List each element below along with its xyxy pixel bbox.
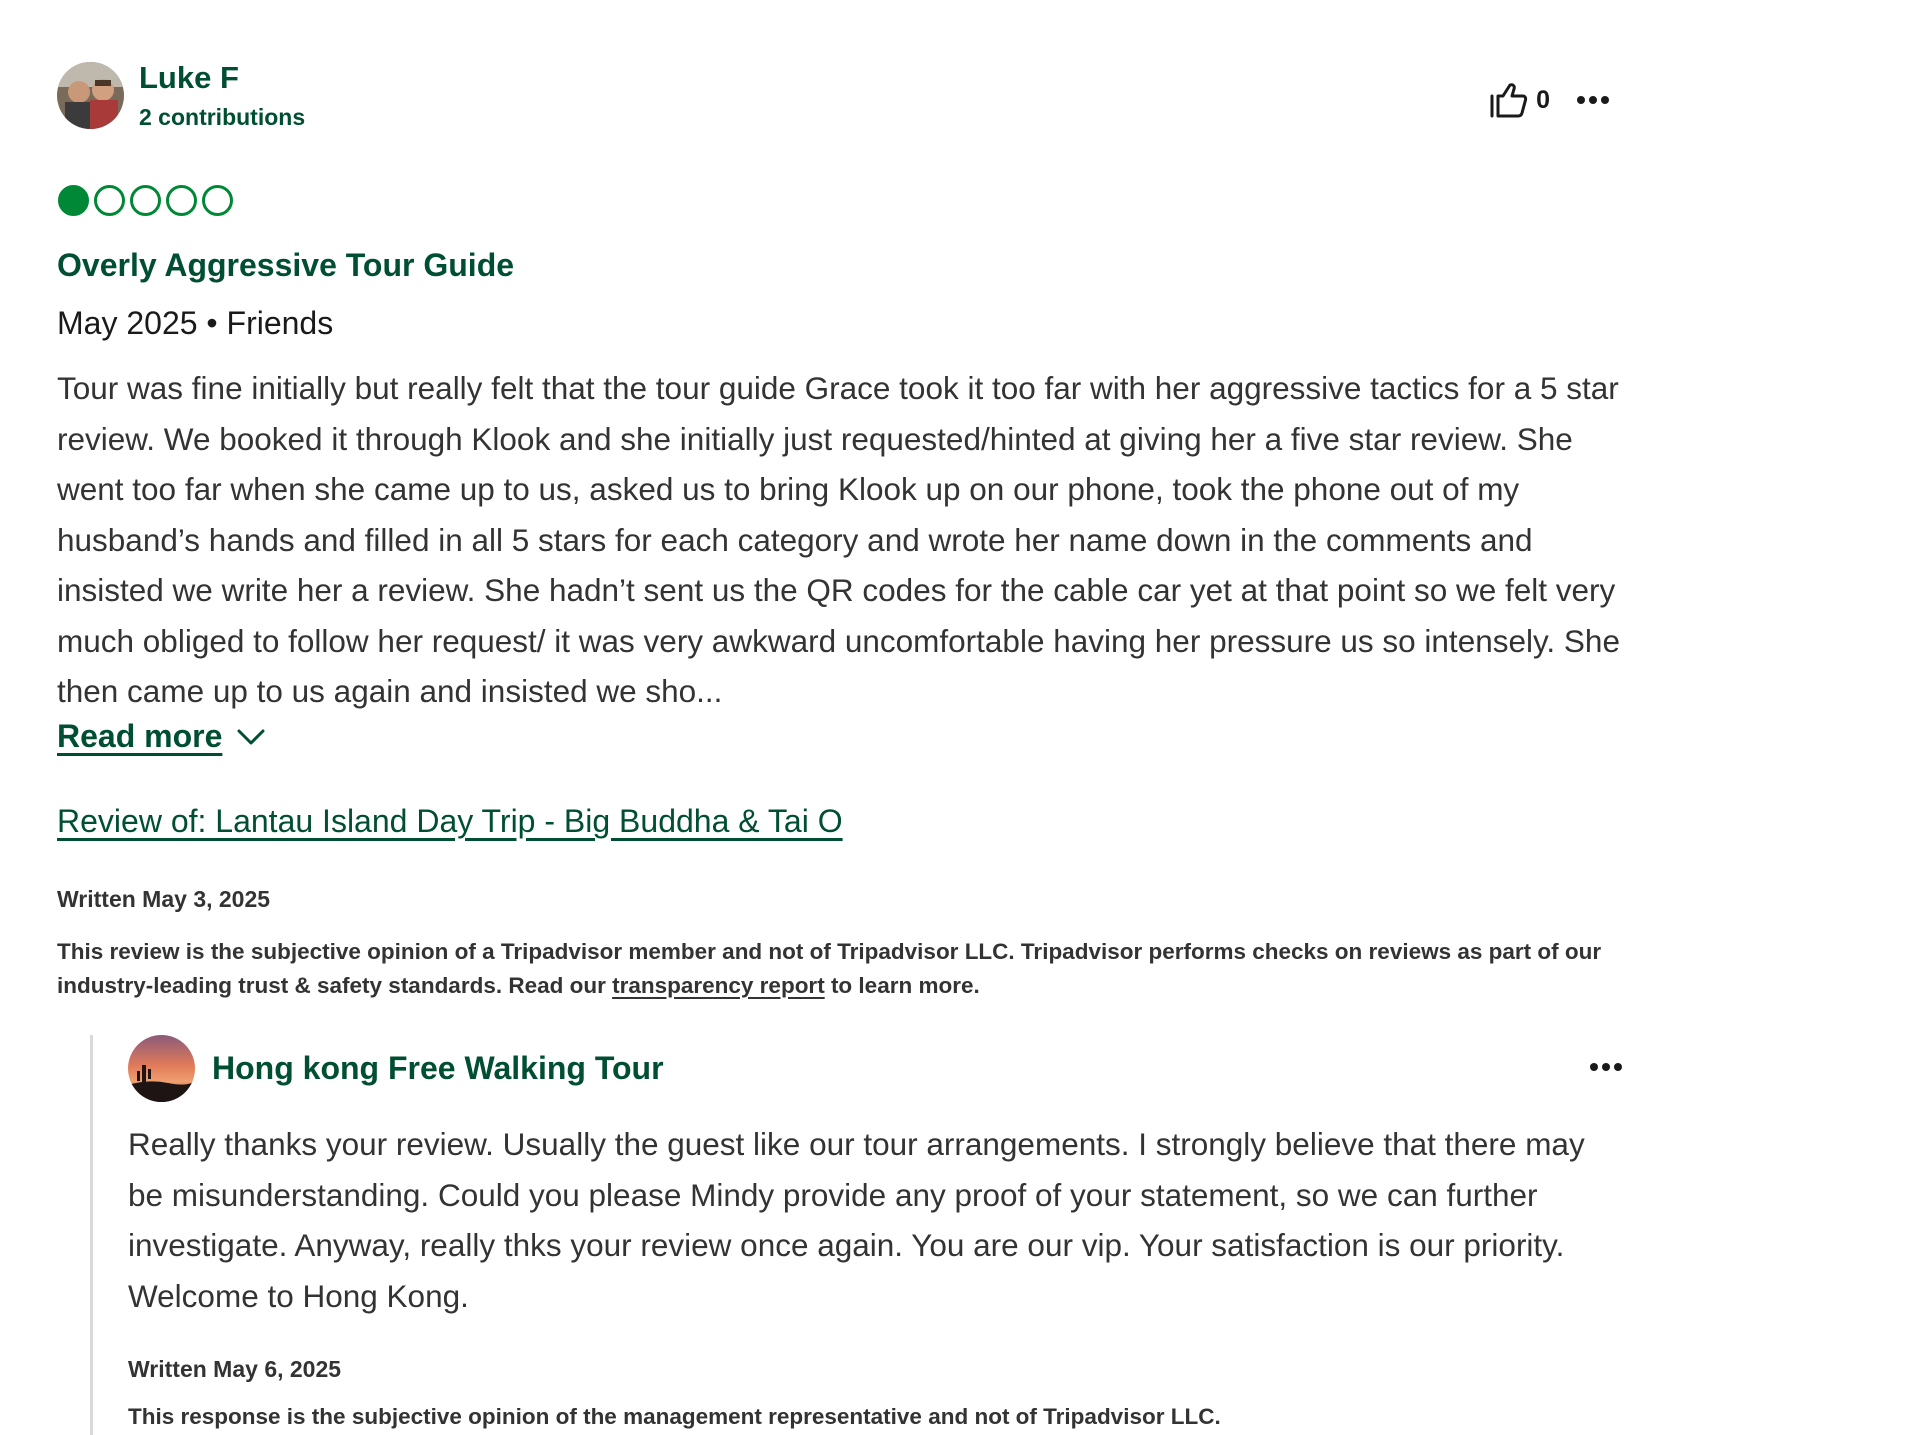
- management-response: [90, 1035, 1623, 1435]
- response-body: Really thanks your review. Usually the guest like our tour arrangements. I strongly believe that there may be misunderstanding. Could you please Mindy provide any proof of your statement, so we can further investigate. Anyway, really thks your review once again. You are our vip. Your satisfaction is our priority. Welcome to Hong Kong.: [128, 1126, 1585, 1314]
- helpful-count: 0: [1536, 85, 1550, 114]
- ellipsis-icon: [1576, 95, 1610, 105]
- reviewer-contributions: 2 contributions: [139, 104, 306, 130]
- more-options-button[interactable]: [1576, 95, 1610, 105]
- response-disclaimer: This response is the subjective opinion of the management representative and not of Tripadvisor LLC.: [128, 1404, 1221, 1429]
- reviewer-header: [57, 60, 305, 130]
- helpful-vote-button[interactable]: [1490, 82, 1550, 118]
- response-header: [128, 1035, 664, 1102]
- read-more-label: Read more: [57, 718, 223, 754]
- response-written-date: Written May 6, 2025: [128, 1356, 342, 1382]
- review-disclaimer: [57, 935, 1647, 1003]
- trip-info: May 2025 • Friends: [57, 305, 334, 341]
- disclaimer-text: This review is the subjective opinion of a Tripadvisor member and not of Tripadvisor LLC. Tripadvisor performs checks on reviews as part of our industry-leading trust & safety standards. Read our: [57, 939, 1602, 998]
- rating-bubbles: [58, 185, 238, 216]
- review-of-link[interactable]: Review of: Lantau Island Day Trip - Big Buddha & Tai O: [57, 803, 843, 839]
- reviewer-name[interactable]: Luke F: [139, 60, 239, 95]
- rating-bubble-filled: [58, 185, 89, 216]
- reviewer-avatar[interactable]: [57, 62, 124, 129]
- rating-bubble-empty: [166, 185, 197, 216]
- written-date: Written May 3, 2025: [57, 886, 271, 912]
- thumbs-up-icon: [1490, 82, 1528, 118]
- review-actions: [1490, 82, 1610, 118]
- response-more-options-button[interactable]: [1589, 1059, 1623, 1077]
- review-body: Tour was fine initially but really felt that the tour guide Grace took it too far with her aggressive tactics for a 5 star review. We booked it through Klook and she initially just requested/hinted at giving her a five star review. She went too far when she came up to us, asked us to bring Klook up on our phone, took the phone out of my husband’s hands and filled in all 5 stars for each category and wrote her name down in the comments and insisted we write her a review. She hadn’t sent us the QR codes for the cable car yet at that point so we felt very much obliged to follow her request/ it was very awkward uncomfortable having her pressure us so intensely. She then came up to us again and insisted we sho...: [57, 370, 1620, 709]
- rating-bubble-empty: [94, 185, 125, 216]
- rating-bubble-empty: [202, 185, 233, 216]
- review-title: Overly Aggressive Tour Guide: [57, 247, 515, 283]
- ellipsis-icon: [1589, 1062, 1623, 1072]
- chevron-down-icon: [236, 728, 266, 746]
- rating-bubble-empty: [130, 185, 161, 216]
- responder-name[interactable]: Hong kong Free Walking Tour: [212, 1050, 664, 1086]
- disclaimer-text-end: to learn more.: [824, 973, 980, 998]
- responder-avatar[interactable]: [128, 1035, 195, 1102]
- transparency-report-link[interactable]: transparency report: [612, 973, 825, 998]
- read-more-button[interactable]: [57, 718, 266, 755]
